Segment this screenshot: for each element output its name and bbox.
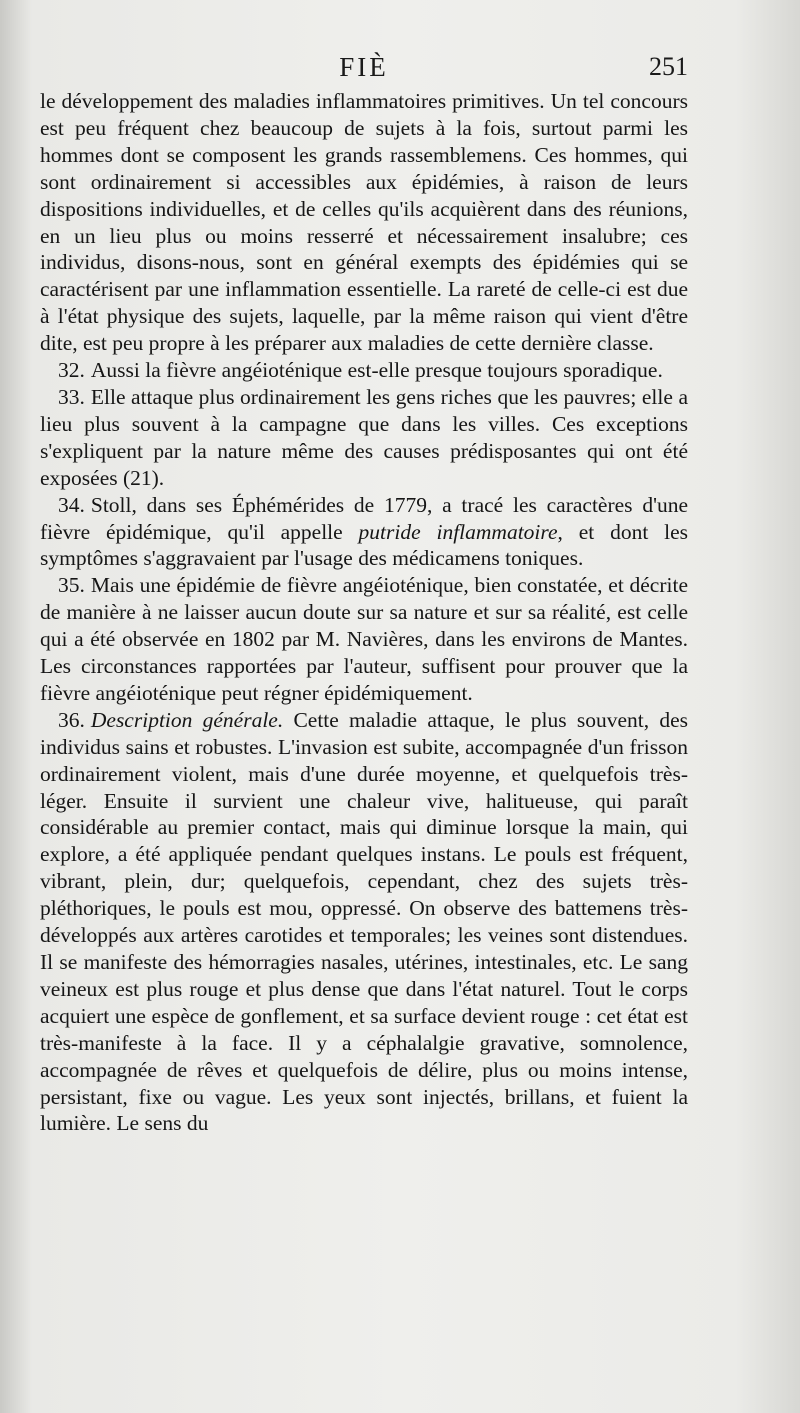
paragraph-35 [40,572,688,707]
paragraph-text: Aussi la fièvre angéioténique est-elle presque toujours sporadique. [90,358,663,383]
paragraph-text: Cette maladie attaque, le plus souvent, des individus sains et robustes. L'invasion est subite, accompagnée d'un frisson ordinairement violent, mais d'une durée moyenne, et quelquefois très-léger. Ensuite il survient une chaleur vive, halitueuse, qui paraît considérable au premier contact, mais qui diminue lorsque la main, qui explore, a été appliquée pendant quelques instans. Le pouls est fréquent, vibrant, plein, dur; quelquefois, cependant, chez des sujets très-pléthoriques, le pouls est mou, oppressé. On observe des battemens très-développés aux artères carotides et temporales; les veines sont distendues. Il se manifeste des hémorragies nasales, utérines, intestinales, etc. Le sang veineux est plus rouge et plus dense que dans l'état naturel. Tout le corps acquiert une espèce de gonflement, et sa surface devient rouge : cet état est très-manifeste à la face. Il y a céphalalgie gravative, somnolence, accompagnée de rêves et quelquefois de délire, plus ou moins intense, persistant, fixe ou vague. Les yeux sont injectés, brillans, et fuient la lumière. Le sens du [40,707,688,1136]
italic-term: putride inflammatoire [358,519,558,544]
paragraph-33 [40,384,688,492]
body-text [40,88,688,1137]
paragraph-number: 34. [58,492,85,517]
paragraph-text: le développement des maladies inflammatoires primitives. Un tel concours est peu fréquent chez beaucoup de sujets à la fois, surtout parmi les hommes dont se composent les grands rassemblemens. Ces hommes, qui sont ordinairement si accessibles aux épidémies, à raison de leurs dispositions individuelles, et de celles qu'ils acquièrent dans des réunions, en un lieu plus ou moins resserré et nécessairement insalubre; ces individus, disons-nous, sont en général exempts des épidémies qui se caractérisent par une inflammation essentielle. La rareté de celle-ci est due à l'état physique des sujets, laquelle, par la même raison qui vient d'être dite, est peu propre à les préparer aux maladies de cette dernière classe. [40,89,688,356]
section-heading-italic: Description générale. [90,707,284,732]
paragraph-number: 32. [58,358,85,383]
paragraph-34 [40,492,688,573]
page-header [40,52,688,88]
paragraph-text: Mais une épidémie de fièvre angéioténique, bien constatée, et décrite de manière à ne laisser aucun doute sur sa nature et sur sa réalité, est celle qui a été observée en 1802 par M. Navières, dans les environs de Mantes. Les circonstances rapportées par l'auteur, suffisent pour prouver que la fièvre angéioténique peut régner épidémiquement. [40,573,688,705]
paragraph-continuation [40,88,688,357]
paragraph-text: Elle attaque plus ordinairement les gens riches que les pauvres; elle a lieu plus souvent à la campagne que dans les villes. Ces exceptions s'expliquent par la nature même des causes prédisposantes qui ont été exposées (21). [40,384,688,490]
running-head: FIÈ [339,52,389,82]
paragraph-text-end: , et dont les symptômes s'aggravaient par l'usage des médicamens toniques. [40,519,689,571]
paragraph-number: 33. [58,384,85,409]
paragraph-36 [40,707,688,1138]
paragraph-number: 35. [58,573,85,598]
paragraph-32 [40,357,688,384]
paragraph-number: 36. [58,707,85,732]
paragraph-text: Stoll, dans ses Éphémérides de 1779, a tracé les caractères d'une fièvre épidémique, qu'il appelle [40,492,688,544]
page-number: 251 [649,52,688,81]
